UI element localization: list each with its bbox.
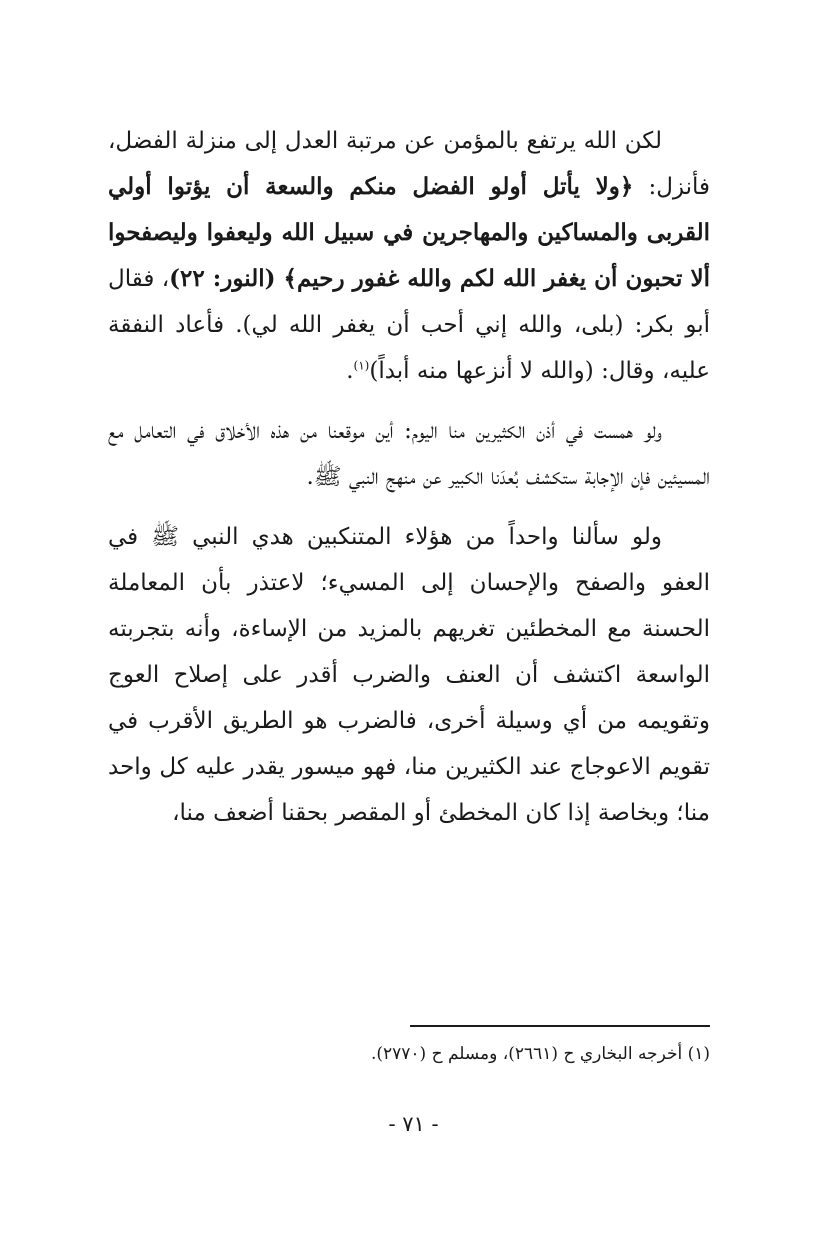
footnote-divider [410,1025,710,1027]
footnote: (١) أخرجه البخاري ح (٢٦٦١)، ومسلم ح (٢٧٧٠). [370,1044,710,1064]
quran-verse: ﴿ولا يأتل أولو الفضل منكم والسعة أن يؤتوا أولي القربى والمساكين والمهاجرين في سبيل الله وليعفوا وليصفحوا ألا تحبون أن يغفر الله لكم والله غفور رحيم﴾ (النور: ٢٢) [108,173,710,292]
paragraph-1-text-3: . [346,358,354,384]
paragraph-2: ولو همست في أذن الكثيرين منا اليوم: أين موقعنا من هذه الأخلاق في التعامل مع المسيئين فإن الإجابة ستكشف بُعدَنا الكبير عن منهج النبي ﷺ. [108,418,710,490]
footnote-reference: (١) [353,358,370,373]
paragraph-3: ولو سألنا واحداً من هؤلاء المتنكبين هدي النبي ﷺ في العفو والصفح والإحسان إلى المسيء؛ لاعتذر بأن المعاملة الحسنة مع المخطئين تغريهم بالمزيد من الإساءة، وأنه بتجربته الواسعة اكتشف أن العنف والضرب أقدر على إصلاح العوج وتقويمه من أي وسيلة أخرى، فالضرب هو الطريق الأقرب في تقويم الاعوجاج عند الكثيرين منا، فهو ميسور يقدر عليه كل واحد منا؛ وبخاصة إذا كان المخطئ أو المقصر بحقنا أضعف منا، [108,524,710,826]
paragraph-1-text-2: ، فقال أبو بكر: (بلى، والله إني أحب أن يغفر الله لي). فأعاد النفقة عليه، وقال: (والله لا أنزعها منه أبداً) [108,266,710,384]
page-number: - ٧١ - [388,1112,439,1136]
paragraph-1-text-1: لكن الله يرتفع بالمؤمن عن مرتبة العدل إلى منزلة الفضل، فأنزل: [108,128,711,200]
paragraph-1 [108,118,710,394]
page-body [108,118,710,836]
